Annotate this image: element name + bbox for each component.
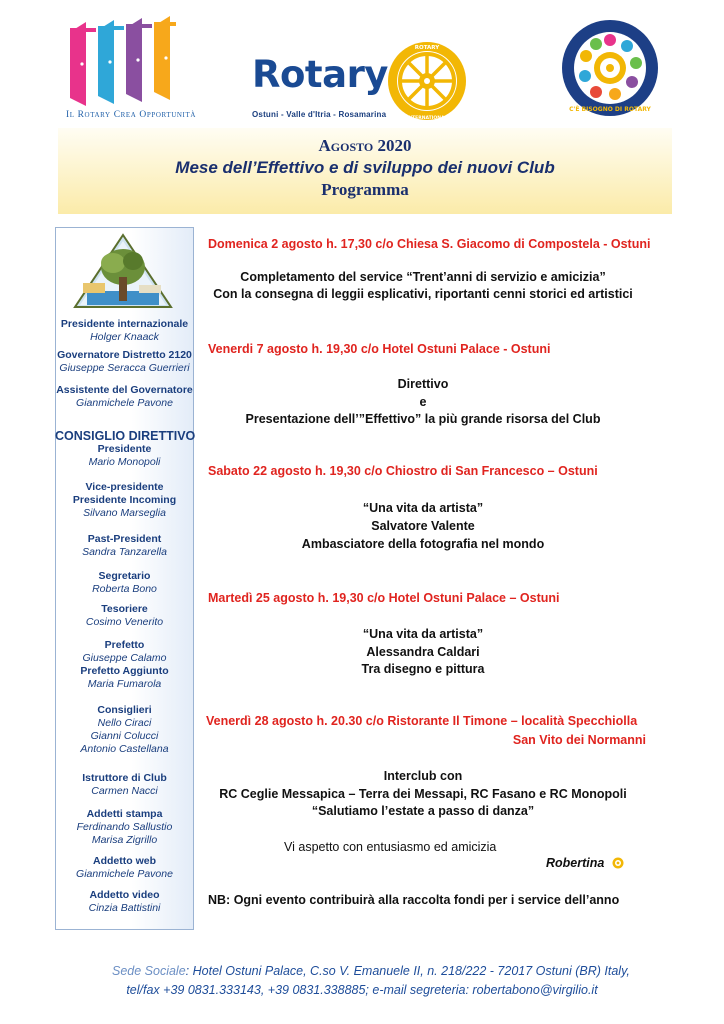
event-2-line-3: Presentazione dell’”Effettivo” la più grande risorsa del Club <box>245 412 601 426</box>
sidebar-assistant: Assistente del Governatore Gianmichele Pavone <box>56 384 193 409</box>
sidebar-past-president: Past-President Sandra Tanzarella <box>82 533 167 558</box>
event-3-line-2: Salvatore Valente <box>371 519 475 533</box>
footer-contacts[interactable]: tel/fax +39 0831.333143, +39 0831.338885; e-mail segreteria: robertabono@virgilio.it <box>126 983 598 997</box>
rotary-wheel-small-icon <box>612 857 624 869</box>
rotary-wheel-icon <box>386 40 468 122</box>
event-3-line-3: Ambasciatore della fotografia nel mondo <box>301 537 545 551</box>
event-3-date: Sabato 22 agosto h. 19,30 c/o Chiostro di San Francesco – Ostuni <box>208 464 598 478</box>
sidebar-vice: Vice-presidente Presidente Incoming Silvano Marseglia <box>72 481 177 519</box>
district-seal <box>560 18 660 118</box>
tagline: Il Rotary Crea Opportunità <box>66 110 196 120</box>
closing-text: Vi aspetto con entusiasmo ed amicizia <box>284 840 497 854</box>
sidebar-council: CONSIGLIO DIRETTIVO Presidente Mario Monopoli <box>55 429 196 468</box>
doors-logo <box>68 14 178 110</box>
sidebar-prefect: Prefetto Giuseppe Calamo Prefetto Aggiunto Maria Fumarola <box>80 639 169 690</box>
triangle-logo <box>73 233 173 309</box>
sidebar-secretary: Segretario Roberta Bono <box>92 570 157 595</box>
event-5-line-2: RC Ceglie Messapica – Terra dei Messapi, RC Fasano e RC Monopoli <box>219 787 627 801</box>
seal-text: C'È BISOGNO DI ROTARY <box>569 106 651 113</box>
event-2-line-1: Direttivo <box>397 377 449 391</box>
event-5-line-3: “Salutiamo l’estate a passo di danza” <box>311 804 535 818</box>
sidebar-video: Addetto video Cinzia Battistini <box>88 889 161 914</box>
sidebar-governor: Governatore Distretto 2120 Giuseppe Seracca Guerrieri <box>57 349 192 374</box>
footer-address-text: Hotel Ostuni Palace, C.so V. Emanuele II, n. 218/222 - 72017 Ostuni (BR) Italy, <box>192 964 630 978</box>
rotary-wordmark: Rotary <box>252 53 388 96</box>
event-2-line-2: e <box>419 395 427 409</box>
sidebar-treasurer: Tesoriere Cosimo Venerito <box>85 603 164 628</box>
event-2-date: Venerdi 7 agosto h. 19,30 c/o Hotel Ostuni Palace - Ostuni <box>208 342 551 356</box>
title-program: Programma <box>321 180 409 199</box>
event-1-line-2: Con la consegna di leggii esplicativi, riportanti cenni storici ed artistici <box>213 287 633 301</box>
sidebar-trainer: Istruttore di Club Carmen Nacci <box>82 772 167 797</box>
event-3-line-1: “Una vita da artista” <box>362 501 484 515</box>
nb-note: NB: Ogni evento contribuirà alla raccolta fondi per i service dell’anno <box>208 893 620 907</box>
footer-address: Sede Sociale: Hotel Ostuni Palace, C.so V. Emanuele II, n. 218/222 - 72017 Ostuni (BR) Italy, <box>112 964 630 978</box>
sidebar-councillors: Consiglieri Nello Ciraci Gianni Colucci Antonio Castellana <box>80 704 169 755</box>
event-5-line-1: Interclub con <box>383 769 463 783</box>
wheel-label-bottom: INTERNATIONAL <box>406 116 448 121</box>
event-4-line-3: Tra disegno e pittura <box>361 662 485 676</box>
sidebar-web: Addetto web Gianmichele Pavone <box>76 855 173 880</box>
event-5-date: Venerdì 28 agosto h. 20.30 c/o Ristorante Il Timone – località Specchiolla <box>206 714 638 728</box>
event-4-line-1: “Una vita da artista” <box>362 627 484 641</box>
event-4-date: Martedì 25 agosto h. 19,30 c/o Hotel Ostuni Palace – Ostuni <box>208 591 560 605</box>
club-name: Ostuni - Valle d'Itria - Rosamarina <box>252 110 387 119</box>
event-1-date: Domenica 2 agosto h. 17,30 c/o Chiesa S. Giacomo di Compostela - Ostuni <box>208 237 651 251</box>
sidebar-president-intl: Presidente internazionale Holger Knaack <box>60 318 189 343</box>
signature: Robertina <box>546 856 605 870</box>
event-1-line-1: Completamento del service “Trent’anni di servizio e amicizia” <box>240 270 606 284</box>
footer-label: Sede Sociale <box>112 964 186 978</box>
event-5-date-line-2: San Vito dei Normanni <box>512 733 646 747</box>
title-subtitle: Mese dell’Effettivo e di sviluppo dei nuovi Club <box>175 158 555 177</box>
sidebar-press: Addetti stampa Ferdinando Sallustio Marisa Zigrillo <box>76 808 173 846</box>
title-month: Agosto 2020 <box>318 136 412 155</box>
wheel-label-top: ROTARY <box>414 45 440 51</box>
event-4-line-2: Alessandra Caldari <box>366 645 480 659</box>
